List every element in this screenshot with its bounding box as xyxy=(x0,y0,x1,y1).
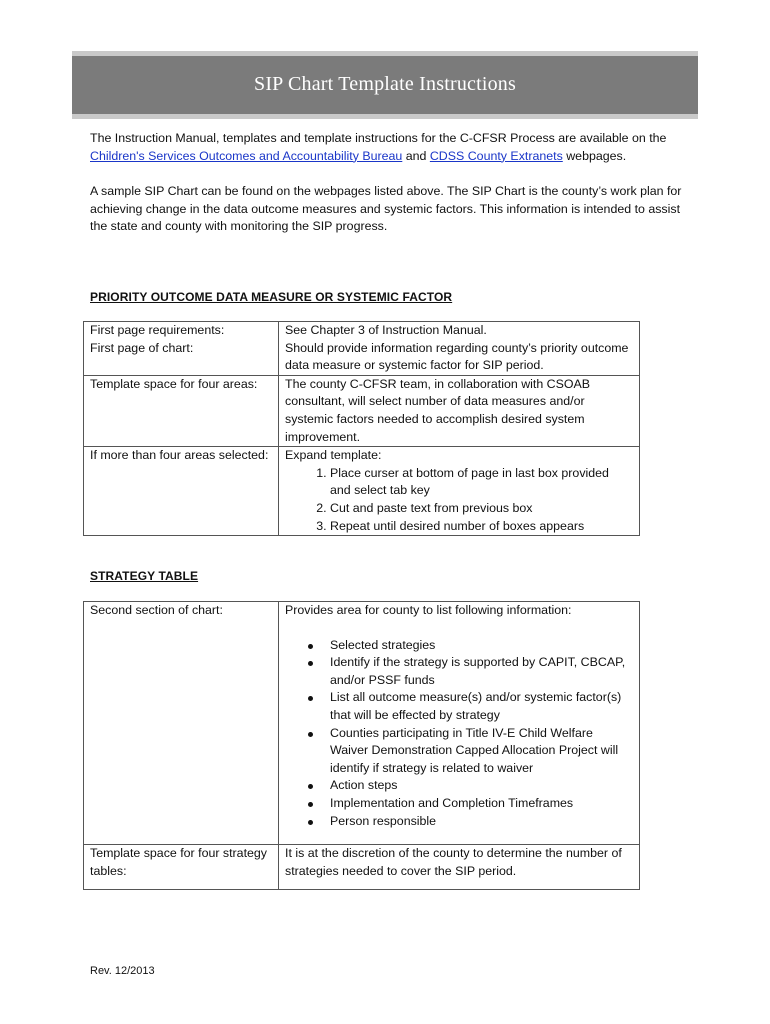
expand-steps-list xyxy=(285,465,633,535)
list-item: Counties participating in Title IV-E Child Welfare Waiver Demonstration Capped Allocation Project will identify if strategy is related to waiver xyxy=(330,725,633,778)
table-cell-label: Template space for four areas: xyxy=(84,375,279,446)
list-item: Action steps xyxy=(330,777,633,795)
list-item: Person responsible xyxy=(330,813,633,831)
table-row xyxy=(84,602,640,845)
csoab-link[interactable]: Children's Services Outcomes and Accountability Bureau xyxy=(90,148,403,163)
priority-heading: PRIORITY OUTCOME DATA MEASURE OR SYSTEMIC FACTOR xyxy=(90,290,453,304)
intro-paragraph-2: A sample SIP Chart can be found on the webpages listed above. The SIP Chart is the county’s work plan for achieving change in the data outcome measures and systemic factors. This information is intended to assist the state and county with monitoring the SIP progress. xyxy=(90,184,682,234)
table-cell-value xyxy=(279,447,640,536)
table-cell-value: Should provide information regarding county’s priority outcome data measure or systemic factor for SIP period. xyxy=(279,340,640,376)
table-row xyxy=(84,375,640,446)
list-item: Identify if the strategy is supported by CAPIT, CBCAP, and/or PSSF funds xyxy=(330,654,633,689)
table-row xyxy=(84,340,640,376)
table-cell-label: First page of chart: xyxy=(84,340,279,376)
list-item: List all outcome measure(s) and/or systemic factor(s) that will be effected by strategy xyxy=(330,689,633,724)
list-item: 2. Cut and paste text from previous box xyxy=(330,500,633,518)
strategy-bullets xyxy=(285,637,633,831)
strategy-table xyxy=(83,601,640,890)
expand-template-label: Expand template: xyxy=(285,448,382,463)
list-item: Implementation and Completion Timeframes xyxy=(330,795,633,813)
table-cell-label: First page requirements: xyxy=(84,322,279,340)
table-row xyxy=(84,845,640,890)
table-cell-label: Template space for four strategy tables: xyxy=(84,845,279,890)
strategy-heading: STRATEGY TABLE xyxy=(90,569,199,583)
title-banner xyxy=(72,51,698,119)
cdss-extranets-link[interactable]: CDSS County Extranets xyxy=(429,148,563,163)
table-cell-value: See Chapter 3 of Instruction Manual. xyxy=(279,322,640,340)
intro-text-end: webpages. xyxy=(562,148,627,163)
table-row xyxy=(84,322,640,340)
table-cell-label: Second section of chart: xyxy=(84,602,279,845)
list-item: 3. Repeat until desired number of boxes appears xyxy=(330,518,633,536)
intro-text-and: and xyxy=(402,148,430,163)
table-cell-value: It is at the discretion of the county to determine the number of strategies needed to cover the SIP period. xyxy=(279,845,640,890)
table-cell-value xyxy=(279,602,640,845)
list-item: 1. Place curser at bottom of page in last box provided and select tab key xyxy=(330,465,633,500)
table-cell-label: If more than four areas selected: xyxy=(84,447,279,536)
table-cell-value: The county C-CFSR team, in collaboration with CSOAB consultant, will select number of data measures and/or systemic factors needed to accomplish desired system improvement. xyxy=(279,375,640,446)
strategy-intro-text: Provides area for county to list following information: xyxy=(285,603,572,617)
revision-footer: Rev. 12/2013 xyxy=(90,965,155,977)
intro-text-start: The Instruction Manual, templates and template instructions for the C-CFSR Process are available on the xyxy=(90,131,667,145)
intro-paragraph-1 xyxy=(90,130,690,165)
page-title: SIP Chart Template Instructions xyxy=(254,73,516,96)
priority-table xyxy=(83,321,640,536)
list-item: Selected strategies xyxy=(330,637,633,655)
table-row xyxy=(84,447,640,536)
